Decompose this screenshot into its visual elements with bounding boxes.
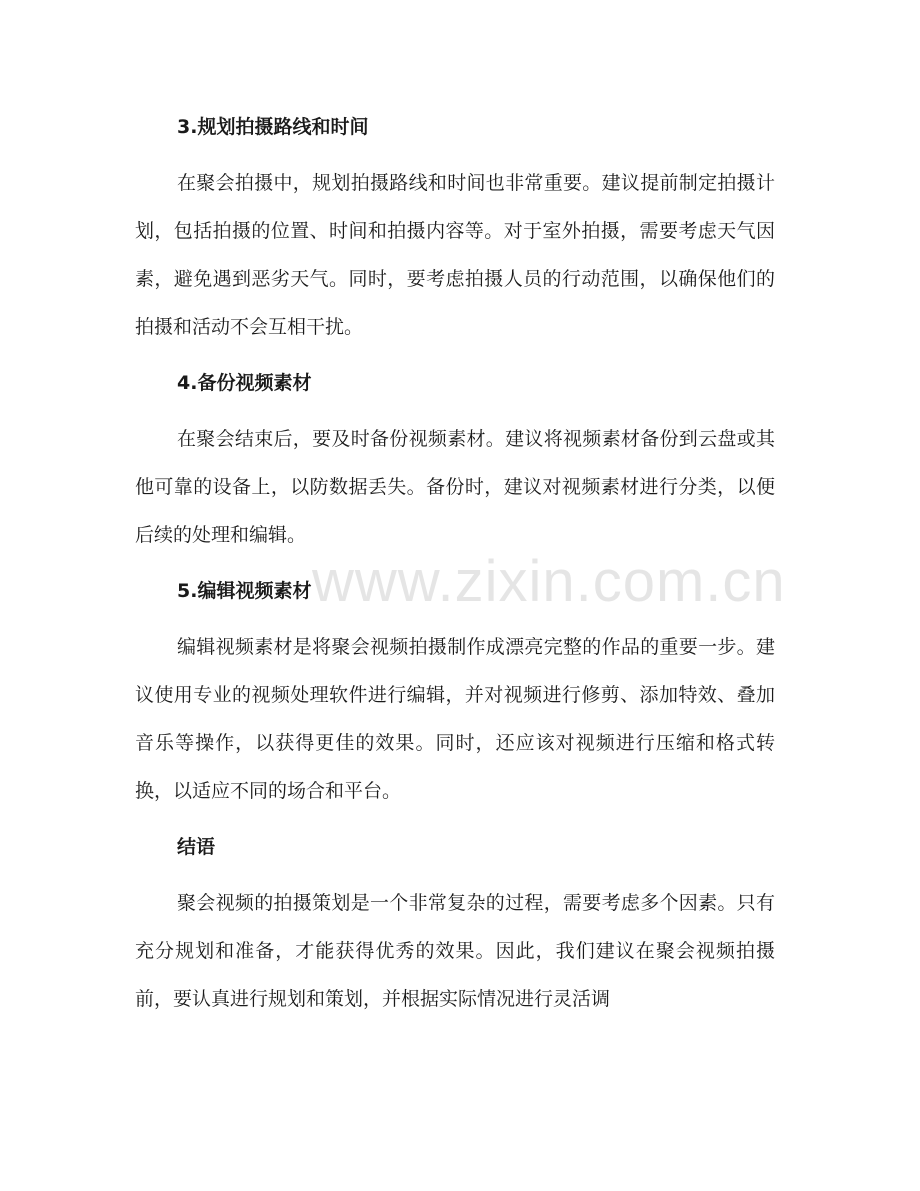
section-body-conclusion: 聚会视频的拍摄策划是一个非常复杂的过程，需要考虑多个因素。只有充分规划和准备，才能获得优秀的效果。因此，我们建议在聚会视频拍摄前，要认真进行规划和策划，并根据实际情况进行灵活调	[135, 892, 775, 1010]
section-body-route-time: 在聚会拍摄中，规划拍摄路线和时间也非常重要。建议提前制定拍摄计划，包括拍摄的位置、时间和拍摄内容等。对于室外拍摄，需要考虑天气因素，避免遇到恶劣天气。同时，要考虑拍摄人员的行动范围，以确保他们的拍摄和活动不会互相干扰。	[135, 172, 775, 338]
document-content	[135, 103, 775, 1023]
section-heading-route-time: 3.规划拍摄路线和时间	[177, 116, 369, 138]
section-body-editing: 编辑视频素材是将聚会视频拍摄制作成漂亮完整的作品的重要一步。建议使用专业的视频处理软件进行编辑，并对视频进行修剪、添加特效、叠加音乐等操作，以获得更佳的效果。同时，还应该对视频进行压缩和格式转换，以适应不同的场合和平台。	[135, 636, 775, 802]
watermark-text: www.zixin.com.cn	[312, 549, 786, 614]
section-body-backup: 在聚会结束后，要及时备份视频素材。建议将视频素材备份到云盘或其他可靠的设备上，以防数据丢失。备份时，建议对视频素材进行分类，以便后续的处理和编辑。	[135, 428, 775, 546]
section-heading-conclusion: 结语	[177, 836, 216, 858]
section-heading-backup: 4.备份视频素材	[177, 372, 312, 394]
section-heading-editing: 5.编辑视频素材	[177, 580, 312, 602]
